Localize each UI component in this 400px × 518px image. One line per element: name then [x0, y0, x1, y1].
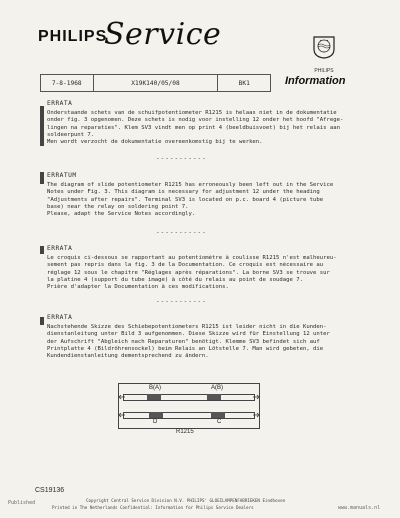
reference-field: X19K140/05/08 [94, 75, 219, 91]
separator: ----------- [156, 229, 207, 236]
margin-bar [40, 106, 44, 146]
terminal-label-ba: B(A) [149, 385, 161, 391]
information-label: Information [285, 75, 346, 87]
brand-logo: PHILIPS [38, 28, 108, 45]
margin-bar [40, 172, 44, 184]
section-title: ERRATA [47, 100, 73, 107]
section-body: Nachstehende Skizze des Schiebepotentiometers R1215 ist leider nicht in die Kunden- dienstanleitung unter Bild 3 aufgenommen. Diese Skizze wird für Einstellung 12 unter der Aufschrift "Abgleich nach Reparaturen" benötigt. Klemme SV3 befindet sich auf Printplatte 4 (Bildröhrensockel) beim Relais an Lötstelle 7. Man wird gebeten, die Kundendienstanleitung dementsprechend zu ändern. [47, 324, 330, 360]
section-title: ERRATA [47, 314, 73, 321]
service-title: Service [104, 17, 222, 52]
document-code: CS19136 [35, 487, 65, 494]
philips-shield-icon [312, 35, 336, 59]
diagram-arrows-icon [119, 384, 259, 428]
left-margin-mark: Published [8, 500, 36, 506]
diagram-caption: R1215 [176, 429, 194, 435]
terminal-label-d: D [153, 419, 158, 425]
printed-line: Printed in The Netherlands [52, 505, 118, 510]
section-body: Le croquis ci-dessous se rapportant au potentiomètre à coulisse R1215 n'est malheureu- sement pas repris dans la fig. 3 de la Documentation. Ce croquis est nécessaire au réglage 12 sous le chapitre "Réglages après réparations". La borne SV3 se trouve sur la platine 4 (support du tube image) à côté du relais au point de soudage 7. Prière d'adapter la Documentation à ces modifications. [47, 255, 337, 291]
confidential-line: Confidential: Information for Philips Service Dealers [120, 505, 254, 510]
section-title: ERRATUM [47, 172, 77, 179]
erratum-english [47, 172, 357, 218]
terminal-label-c: C [217, 419, 222, 425]
copyright-line: Copyright Central Service Division N.V. PHILIPS' GLOEILAMPENFABRIEKEN Eindhoven [86, 498, 286, 503]
terminal-label-ab: A(B) [211, 385, 223, 391]
margin-bar [40, 246, 44, 254]
section-body: The diagram of slide potentiometer R1215 has erroneously been left out in the Service Notes under Fig. 3. This diagram is necessary for adjustment 12 under the heading "Adjustments after repairs". Terminal SV3 is located on p.c. board 4 (picture tube base) near the relay on soldering point 7. Please, adapt the Service Notes accordingly. [47, 182, 334, 218]
section-body: Onderstaande schets van de schuifpotentiometer R1215 is helaas niet in de dokumentatie onder fig. 3 opgenomen. Deze schets is nodig voor instelling 12 onder het hoofd "Afrege- lingen na reparaties". Klem SV3 vindt men op print 4 (beeldbuisvoet) bij het relais aan soldeerpunt 7. Men wordt verzocht de dokumentatie overeenkomstig bij te werken. [47, 110, 344, 146]
date-field: 7-8-1968 [41, 75, 94, 91]
slide-potentiometer-diagram [118, 383, 260, 429]
margin-bar [40, 317, 44, 325]
errata-german [47, 314, 357, 360]
code-field: BK1 [238, 79, 250, 87]
document-info-bar [40, 74, 271, 92]
errata-french [47, 245, 357, 291]
section-title: ERRATA [47, 245, 73, 252]
errata-dutch [47, 100, 357, 146]
logo-text: PHILIPS [314, 68, 334, 74]
separator: ----------- [156, 298, 207, 305]
watermark-url: www.manuals.nl [338, 505, 381, 511]
separator: ----------- [156, 155, 207, 162]
